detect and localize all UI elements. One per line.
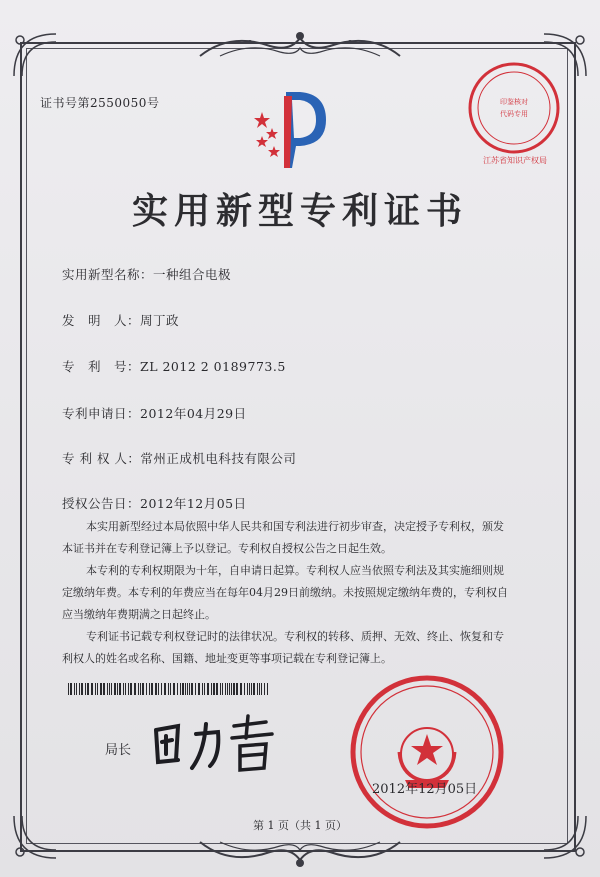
provincial-seal-icon — [466, 60, 562, 156]
paragraph-term: 本专利的专利权期限为十年，自申请日起算。专利权人应当依照专利法及其实施细则规定缴纳年费。本专利的年费应当在每年04月29日前缴纳。未按照规定缴纳年费的，专利权自应当缴纳年费期满之日起终止。 — [62, 564, 508, 621]
field-application-date — [62, 404, 247, 422]
field-grant-date — [62, 494, 247, 512]
issue-date: 2012年12月05日 — [372, 782, 478, 797]
field-value: ZL 2012 2 0189773.5 — [140, 359, 286, 374]
field-value: 2012年12月05日 — [140, 496, 247, 511]
field-patent-number — [62, 357, 286, 375]
certificate-title: 实用新型专利证书 — [131, 190, 468, 232]
field-label: 专利申请日： — [62, 406, 141, 421]
paragraph-grant: 本实用新型经过本局依照中华人民共和国专利法进行初步审查，决定授予专利权，颁发本证书并在专利登记簿上予以登记。专利权自授权公告之日起生效。 — [62, 520, 504, 555]
top-ornament — [190, 28, 410, 62]
field-label: 发 明 人： — [62, 313, 141, 328]
svg-text:印鉴核对: 印鉴核对 — [500, 98, 528, 106]
director-signature-icon — [148, 712, 298, 774]
field-patentee — [62, 449, 296, 467]
bottom-ornament — [190, 836, 410, 870]
corner-ornament-top-left — [10, 30, 60, 80]
director-label: 局长 — [105, 743, 132, 758]
field-value: 周丁政 — [140, 313, 180, 328]
page-number: 第 1 页（共 1 页） — [253, 819, 347, 832]
certificate-number: 证书号第2550050号 — [40, 96, 160, 110]
provincial-seal-text: 江苏省知识产权局 — [483, 156, 547, 165]
field-label: 授权公告日： — [62, 496, 141, 511]
field-label: 专 利 号： — [62, 359, 141, 374]
svg-text:代码专用: 代码专用 — [500, 110, 528, 118]
barcode-icon — [68, 683, 268, 695]
field-value: 2012年04月29日 — [140, 406, 247, 421]
field-utility-model-name — [62, 265, 231, 283]
field-label: 专 利 权 人： — [62, 451, 141, 466]
field-label: 实用新型名称： — [62, 267, 154, 282]
field-value: 常州正成机电科技有限公司 — [140, 451, 297, 466]
paragraph-register: 专利证书记载专利权登记时的法律状况。专利权的转移、质押、无效、终止、恢复和专利权人的姓名或名称、国籍、地址变更等事项记载在专利登记簿上。 — [62, 630, 504, 665]
field-inventor — [62, 311, 179, 329]
patent-office-logo-icon — [248, 82, 338, 172]
field-value: 一种组合电极 — [153, 267, 232, 282]
